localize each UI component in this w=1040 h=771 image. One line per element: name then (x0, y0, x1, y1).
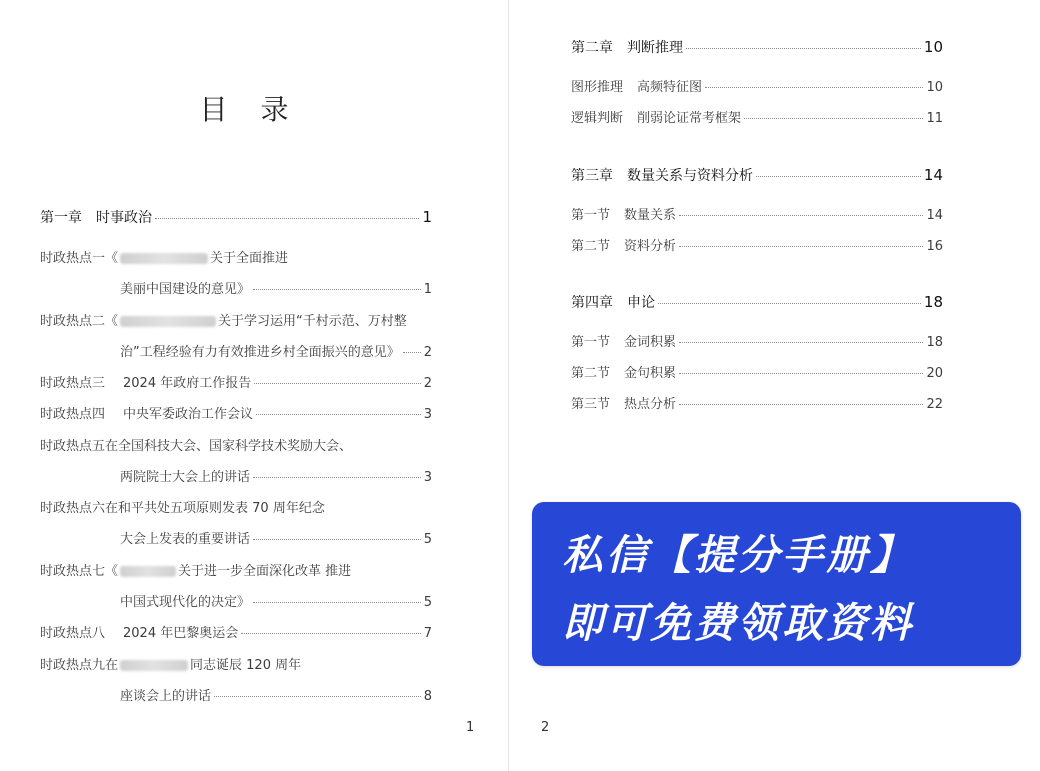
item-tag: 时政热点四 (40, 407, 106, 422)
item-text: 2024 年巴黎奥运会 (123, 626, 239, 641)
chapter-page: 10 (923, 38, 943, 56)
item-page: 5 (423, 595, 432, 610)
item-line2: 美丽中国建设的意见》 (120, 282, 251, 297)
leader-dots (256, 414, 421, 415)
toc-chapter-3[interactable] (571, 165, 943, 185)
leader-dots (756, 176, 921, 177)
promo-line-1: 私信【提分手册】 (562, 531, 914, 579)
leader-dots (253, 602, 421, 603)
redacted-text (120, 316, 216, 327)
redacted-text (120, 660, 188, 671)
item-page: 5 (423, 532, 432, 547)
toc-item-4[interactable] (40, 403, 432, 422)
toc-item-1-line2[interactable] (120, 278, 432, 297)
toc-sub-3-1[interactable] (571, 204, 943, 223)
sub-tag: 第一节 (571, 208, 611, 223)
item-page: 2 (423, 376, 432, 391)
chapter-page: 14 (923, 166, 943, 184)
redacted-text (120, 253, 208, 264)
sub-tag: 第二节 (571, 239, 611, 254)
item-tag: 时政热点七 (40, 564, 106, 579)
leader-dots (241, 633, 420, 634)
item-tag: 时政热点二 (40, 314, 106, 329)
item-line1: 在全国科技大会、国家科学技术奖励大会、 (105, 439, 353, 454)
leader-dots (253, 539, 421, 540)
sub-page: 14 (926, 208, 943, 223)
sub-text: 热点分析 (624, 397, 677, 412)
leader-dots (679, 373, 923, 374)
toc-item-7-line2[interactable] (120, 591, 432, 610)
toc-chapter-4[interactable] (571, 292, 943, 312)
toc-item-5-line2[interactable] (120, 466, 432, 485)
sub-page: 10 (926, 80, 943, 95)
leader-dots (658, 303, 921, 304)
leader-dots (679, 215, 923, 216)
chapter-label: 第一章 时事政治 (40, 210, 152, 226)
toc-item-9-line1[interactable] (40, 654, 301, 673)
chapter-page: 18 (923, 293, 943, 311)
toc-title: 目 录 (199, 93, 301, 126)
sub-tag: 第一节 (571, 335, 611, 350)
chapter-label: 第三章 数量关系与资料分析 (571, 168, 753, 184)
sub-tag: 第三节 (571, 397, 611, 412)
toc-sub-2-1[interactable] (571, 76, 943, 95)
leader-dots (679, 246, 923, 247)
toc-item-5-line1[interactable] (40, 435, 352, 454)
item-suffix: 关于学习运用“千村示范、万村整 (218, 314, 407, 329)
leader-dots (686, 48, 921, 49)
item-page: 8 (423, 689, 432, 704)
toc-sub-4-2[interactable] (571, 362, 943, 381)
item-page: 2 (423, 345, 432, 360)
leader-dots (679, 404, 923, 405)
item-suffix: 关于进一步全面深化改革 推进 (178, 564, 352, 579)
sub-tag: 逻辑判断 (571, 111, 624, 126)
sub-text: 金句积累 (624, 366, 677, 381)
toc-item-8[interactable] (40, 622, 432, 641)
toc-item-1-line1[interactable] (40, 247, 288, 266)
item-suffix: 关于全面推进 (210, 251, 289, 266)
sub-text: 高频特征图 (637, 80, 703, 95)
leader-dots (744, 118, 923, 119)
toc-item-6-line1[interactable] (40, 497, 325, 516)
leader-dots (705, 87, 923, 88)
toc-sub-3-2[interactable] (571, 235, 943, 254)
toc-chapter-1[interactable] (40, 207, 432, 227)
item-line2: 大会上发表的重要讲话 (120, 532, 251, 547)
sub-page: 18 (926, 335, 943, 350)
toc-sub-4-3[interactable] (571, 393, 943, 412)
promo-line-2: 即可免费领取资料 (562, 599, 914, 647)
toc-sub-2-2[interactable] (571, 107, 943, 126)
item-tag: 时政热点九 (40, 658, 106, 673)
chapter-label: 第四章 申论 (571, 295, 655, 311)
item-line2: 治”工程经验有力有效推进乡村全面振兴的意见》 (120, 345, 400, 360)
sub-page: 16 (926, 239, 943, 254)
item-prefix: 《 (105, 314, 119, 329)
toc-item-3[interactable] (40, 372, 432, 391)
leader-dots (254, 383, 420, 384)
leader-dots (214, 696, 421, 697)
sub-text: 削弱论证常考框架 (637, 111, 742, 126)
item-prefix: 在 (105, 658, 119, 673)
toc-item-7-line1[interactable] (40, 560, 351, 579)
sub-text: 数量关系 (624, 208, 677, 223)
left-page (0, 0, 508, 771)
item-tag: 时政热点六 (40, 501, 106, 516)
item-page: 7 (423, 626, 432, 641)
toc-chapter-2[interactable] (571, 37, 943, 57)
item-line2: 中国式现代化的决定》 (120, 595, 251, 610)
item-prefix: 《 (105, 251, 119, 266)
sub-page: 22 (926, 397, 943, 412)
toc-item-2-line2[interactable] (120, 341, 432, 360)
toc-item-9-line2[interactable] (120, 685, 432, 704)
sub-tag: 第二节 (571, 366, 611, 381)
leader-dots (679, 342, 923, 343)
item-tag: 时政热点一 (40, 251, 106, 266)
item-line2: 两院院士大会上的讲话 (120, 470, 251, 485)
item-suffix: 同志诞辰 120 周年 (190, 658, 302, 673)
redacted-text (120, 566, 176, 577)
item-page: 3 (423, 407, 432, 422)
promo-banner[interactable] (532, 502, 1021, 666)
page-number-left: 1 (466, 720, 475, 735)
item-tag: 时政热点三 (40, 376, 106, 391)
sub-text: 金词积累 (624, 335, 677, 350)
item-page: 3 (423, 470, 432, 485)
leader-dots (253, 289, 421, 290)
sub-tag: 图形推理 (571, 80, 624, 95)
item-tag: 时政热点八 (40, 626, 106, 641)
leader-dots (403, 352, 421, 353)
leader-dots (253, 477, 421, 478)
toc-item-2-line1[interactable] (40, 310, 407, 329)
item-line2: 座谈会上的讲话 (120, 689, 212, 704)
item-text: 中央军委政治工作会议 (123, 407, 254, 422)
toc-sub-4-1[interactable] (571, 331, 943, 350)
item-prefix: 《 (105, 564, 119, 579)
page-number-right: 2 (541, 720, 550, 735)
sub-page: 11 (926, 111, 943, 126)
item-page: 1 (423, 282, 432, 297)
item-text: 2024 年政府工作报告 (123, 376, 252, 391)
chapter-page: 1 (422, 208, 432, 226)
sub-text: 资料分析 (624, 239, 677, 254)
toc-item-6-line2[interactable] (120, 528, 432, 547)
item-tag: 时政热点五 (40, 439, 106, 454)
chapter-label: 第二章 判断推理 (571, 40, 683, 56)
item-line1: 在和平共处五项原则发表 70 周年纪念 (105, 501, 325, 516)
sub-page: 20 (926, 366, 943, 381)
leader-dots (155, 218, 419, 219)
